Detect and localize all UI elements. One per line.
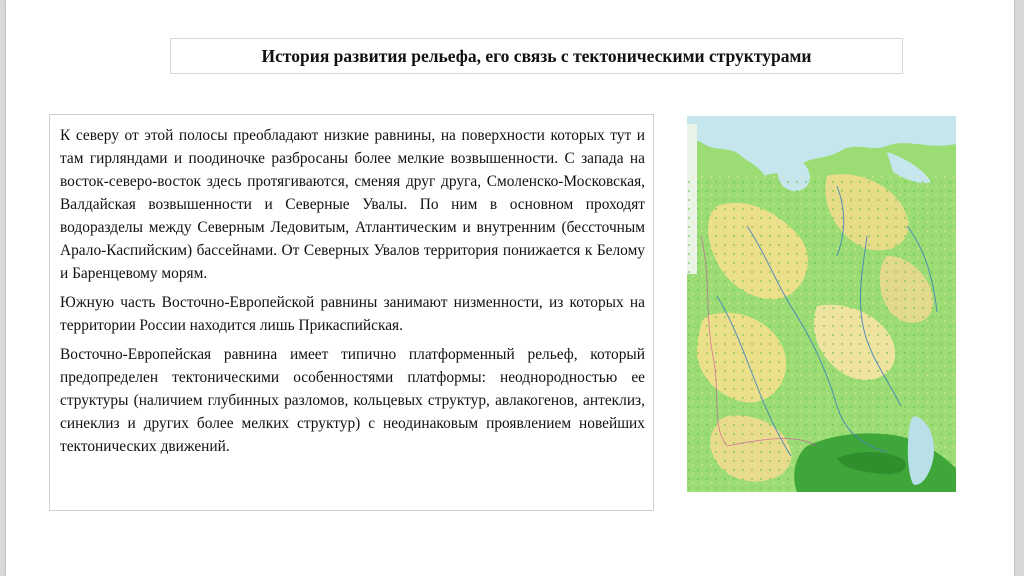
slide-title: История развития рельефа, его связь с тектоническими структурами	[261, 45, 812, 66]
paragraph-3: Восточно-Европейская равнина имеет типично платформенный рельеф, который предопределен тектоническими особенностями платформы: неоднородностью ее структуры (наличием глубинных разломов, кольцевых структур, авлакогенов, антеклиз, синеклиз и других более мелких структур) с неодинаковым проявлением новейших тектонических движений.	[60, 346, 645, 455]
text-box	[49, 114, 654, 511]
paragraph-2: Южную часть Восточно-Европейской равнины занимают низменности, из которых на территории России находится лишь Прикаспийская.	[60, 294, 645, 334]
relief-map	[687, 116, 956, 492]
slide	[6, 0, 1014, 576]
paragraph-1: К северу от этой полосы преобладают низкие равнины, на поверхности которых тут и там гирляндами и поодиночке разбросаны более мелкие возвышенности. С запада на восток-северо-восток здесь протягиваются, сменяя друг друга, Смоленско-Московская, Валдайская возвышенности и Северные Увалы. По ним в основном проходят водоразделы между Северным Ледовитым, Атлантическим и внутренним (бессточным Арало-Каспийским) бассейнами. От Северных Увалов территория понижается к Белому и Баренцевому морям.	[60, 127, 645, 282]
title-box	[170, 38, 903, 74]
